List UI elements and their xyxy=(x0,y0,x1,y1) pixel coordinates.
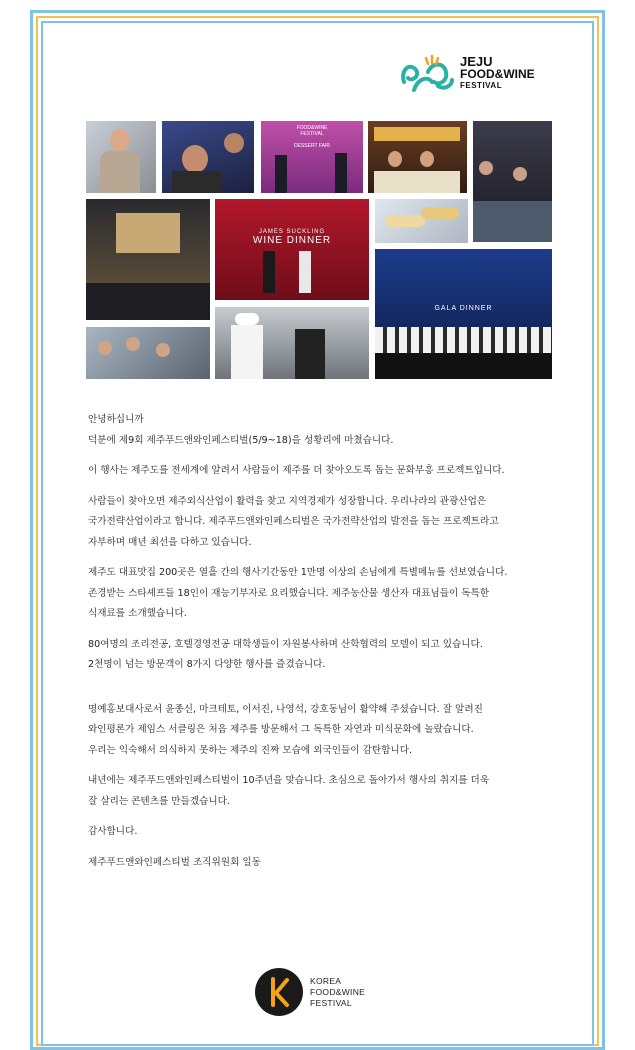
paragraph-6-line-3: 우리는 익숙해서 의식하지 못하는 제주의 진짜 모습에 외국인들이 감탄합니다. xyxy=(88,744,413,756)
photo-speaker xyxy=(86,121,156,193)
dessert-fair-line-2: FESTIVAL xyxy=(300,131,324,137)
paragraph-3-line-1: 사람들이 찾아오면 제주외식산업이 활력을 찾고 지역경제가 성장합니다. 우리나라의 관광산업은 xyxy=(88,495,487,507)
paragraph-6-line-2: 와인평론가 제임스 서클링은 처음 제주를 방문해서 그 독특한 자연과 미식문화에 놀랐습니다. xyxy=(88,724,474,735)
photo-gala-dinner xyxy=(375,249,552,379)
photo-dessert-fair xyxy=(261,121,363,193)
paragraph-1: 덕분에 제9회 제주푸드앤와인페스티벌(5/9~18)을 성황리에 마쳤습니다. xyxy=(88,434,394,446)
korea-festival-logo xyxy=(254,967,404,1017)
greeting: 안녕하십니까 xyxy=(88,414,144,425)
paragraph-6-line-1: 명예홍보대사로서 윤종신, 마크테토, 이서진, 나영석, 강호동님이 활약해 주셨습니다. 잘 알려진 xyxy=(88,703,483,715)
paragraph-7-line-1: 내년에는 제주푸드앤와인페스티벌이 10주년을 맞습니다. 초심으로 돌아가서 행사의 취지를 더욱 xyxy=(88,775,490,786)
paragraph-4-line-2: 존경받는 스타셰프들 18인이 재능기부자로 요리했습니다. 제주농산물 생산자 대표님들이 독특한 xyxy=(88,587,490,599)
photo-stage-event xyxy=(86,199,210,320)
paragraph-4-line-3: 식재료를 소개했습니다. xyxy=(88,608,187,619)
jeju-logo-icon xyxy=(398,52,458,98)
paragraph-3-line-2: 국가전략산업이라고 합니다. 제주푸드앤와인페스티벌은 국가전략산업의 발전을 돕는 프로젝트라고 xyxy=(88,516,499,527)
paragraph-3-line-3: 자부하며 매년 최선을 다하고 있습니다. xyxy=(88,536,252,548)
logo-line-1: JEJU xyxy=(460,54,493,69)
photo-toast xyxy=(162,121,254,193)
logo-line-3: FESTIVAL xyxy=(460,81,503,90)
photo-market-stall xyxy=(368,121,467,193)
photo-chefs-cooking xyxy=(215,307,369,379)
dessert-fair-line-3: DESSERT FAIR xyxy=(294,143,330,149)
paragraph-4-line-1: 제주도 대표맛집 200곳은 열흘 간의 행사기간동안 1만명 이상의 손님에게 특별메뉴를 선보였습니다. xyxy=(88,567,508,578)
korea-logo-icon xyxy=(254,967,304,1017)
footer-logo-line-1: KOREA xyxy=(310,976,342,986)
logo-line-2: FOOD&WINE xyxy=(460,67,535,81)
thanks: 감사합니다. xyxy=(88,826,138,837)
paragraph-5-line-2: 2천명이 넘는 방문객이 8가지 다양한 행사를 즐겼습니다. xyxy=(88,659,326,670)
paragraph-7-line-2: 잘 살리는 콘텐츠를 만들겠습니다. xyxy=(88,795,230,807)
signature: 제주푸드앤와인페스티벌 조직위원회 일동 xyxy=(88,856,261,868)
wine-dinner-line-2: WINE DINNER xyxy=(252,235,332,246)
footer-logo-line-2: FOOD&WINE xyxy=(310,987,366,997)
photo-group-selfie xyxy=(86,327,210,379)
paragraph-2: 이 행사는 제주도를 전세계에 알려서 사람들이 제주를 더 찾아오도록 돕는 문화부흥 프로젝트입니다. xyxy=(88,465,505,476)
letter-body xyxy=(88,410,558,873)
jeju-festival-logo xyxy=(398,52,558,98)
gala-dinner-title: GALA DINNER xyxy=(434,305,493,312)
photo-dessert-plate xyxy=(375,199,468,243)
dessert-fair-line-1: FOOD&WINE xyxy=(296,125,328,131)
photo-wine-dinner xyxy=(215,199,369,300)
footer-logo-line-3: FESTIVAL xyxy=(310,998,352,1008)
paragraph-5-line-1: 80여명의 조리전공, 호텔경영전공 대학생들이 자원봉사하며 산학협력의 모델이 되고 있습니다. xyxy=(88,638,483,650)
photo-crowd xyxy=(473,121,552,242)
wine-dinner-line-1: JAMES SUCKLING xyxy=(258,229,326,235)
